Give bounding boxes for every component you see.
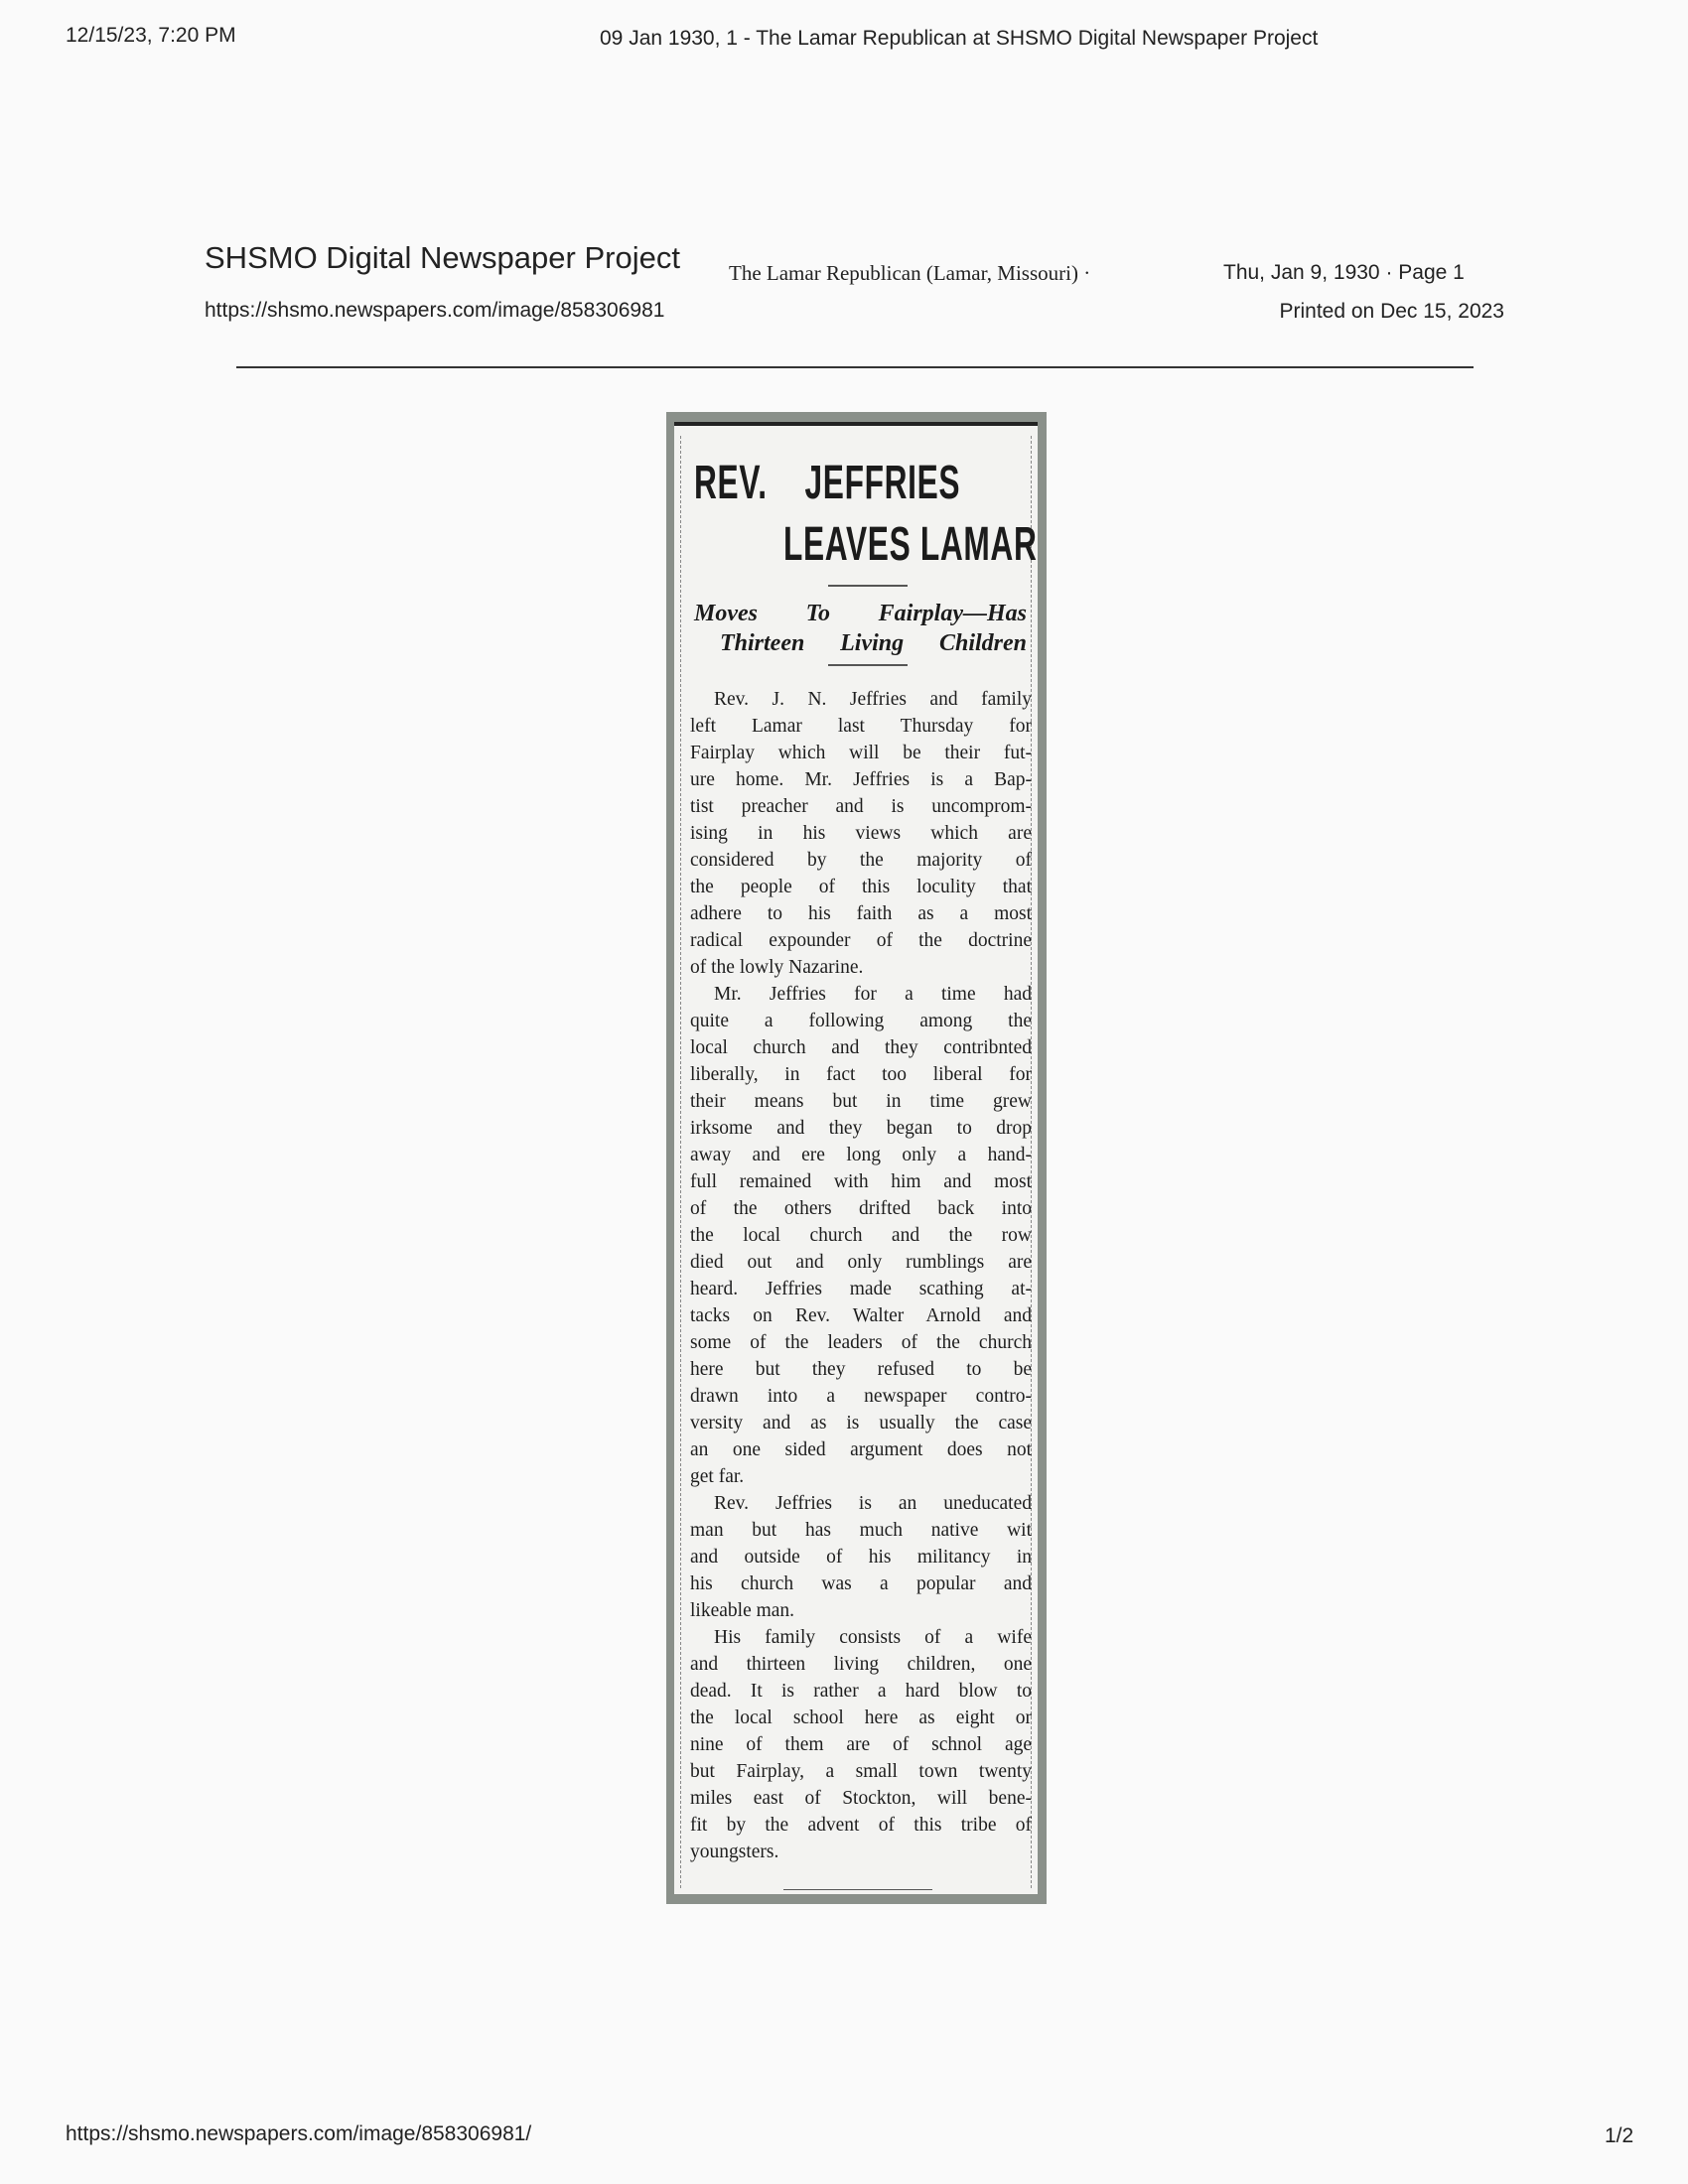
article-line xyxy=(690,1731,1032,1758)
article-line-text: fit by the advent of this tribe of xyxy=(690,1815,1032,1836)
issue-date-page: Thu, Jan 9, 1930 · Page 1 xyxy=(1223,261,1465,284)
article-line xyxy=(690,1758,1032,1785)
printed-on-date: Printed on Dec 15, 2023 xyxy=(1279,300,1504,323)
article-line xyxy=(690,1008,1032,1034)
site-name: SHSMO Digital Newspaper Project xyxy=(205,240,680,275)
article-line xyxy=(690,1597,1032,1624)
article-line-text: full remained with him and most xyxy=(690,1171,1032,1192)
article-line xyxy=(690,1812,1032,1839)
article-line-text: radical expounder of the doctrine xyxy=(690,930,1032,951)
article-line xyxy=(690,1061,1032,1088)
article-line xyxy=(690,847,1032,874)
article-line-text: and outside of his militancy in xyxy=(690,1547,1032,1568)
article-line xyxy=(690,874,1032,900)
article-line-text: considered by the majority of xyxy=(690,850,1032,871)
article-line xyxy=(690,793,1032,820)
article-line-text: some of the leaders of the church xyxy=(690,1332,1032,1353)
article-line-text: tacks on Rev. Walter Arnold and xyxy=(690,1305,1032,1326)
article-line-text: his church was a popular and xyxy=(690,1573,1032,1594)
article-line xyxy=(690,1463,1032,1490)
headline-divider xyxy=(828,585,908,587)
article-line xyxy=(690,1115,1032,1142)
article-line xyxy=(690,1383,1032,1410)
newspaper-info: The Lamar Republican (Lamar, Missouri) · xyxy=(729,261,1091,285)
article-line-text: left Lamar last Thursday for xyxy=(690,716,1032,737)
article-line-text: versity and as is usually the case xyxy=(690,1413,1032,1433)
article-line-text: the local school here as eight or xyxy=(690,1707,1032,1728)
print-page-title: 09 Jan 1930, 1 - The Lamar Republican at SHSMO Digital Newspaper Project xyxy=(600,27,1319,50)
article-line xyxy=(690,1195,1032,1222)
article-line-text: and thirteen living children, one xyxy=(690,1654,1032,1675)
article-line-text: but Fairplay, a small town twenty xyxy=(690,1761,1032,1782)
article-line xyxy=(690,1436,1032,1463)
article-line xyxy=(690,1678,1032,1705)
article-line-text: of the lowly Nazarine. xyxy=(690,957,864,978)
article-line-text: drawn into a newspaper contro- xyxy=(690,1386,1032,1407)
article-line xyxy=(690,686,1032,713)
article-line-text: ising in his views which are xyxy=(690,823,1032,844)
article-line-text: Rev. Jeffries is an uneducated xyxy=(714,1493,1032,1514)
article-line-text: the local church and the row xyxy=(690,1225,1032,1246)
article-line xyxy=(690,1222,1032,1249)
article-line-text: dead. It is rather a hard blow to xyxy=(690,1681,1032,1702)
article-line-text: ure home. Mr. Jeffries is a Bap- xyxy=(690,769,1032,790)
headline-line-2: LEAVES LAMAR xyxy=(783,518,1038,571)
end-divider xyxy=(783,1889,932,1890)
article-line-text: His family consists of a wife xyxy=(714,1627,1032,1648)
article-line xyxy=(690,820,1032,847)
subheadline-line-1: Moves To Fairplay—Has xyxy=(694,601,1027,626)
article-line xyxy=(690,981,1032,1008)
subheadline-divider xyxy=(828,664,908,666)
article-line xyxy=(690,1490,1032,1517)
article-line-text: irksome and they began to drop xyxy=(690,1118,1032,1139)
article-line-text: miles east of Stockton, will bene- xyxy=(690,1788,1032,1809)
image-url-link[interactable]: https://shsmo.newspapers.com/image/858306981 xyxy=(205,299,665,322)
article-line-text: youngsters. xyxy=(690,1842,779,1862)
headline-line-1: REV. JEFFRIES xyxy=(694,457,961,509)
article-line-text: tist preacher and is uncomprom- xyxy=(690,796,1032,817)
article-line xyxy=(690,1329,1032,1356)
article-line xyxy=(690,1570,1032,1597)
footer-url[interactable]: https://shsmo.newspapers.com/image/858306981/ xyxy=(66,2122,532,2145)
article-line xyxy=(690,954,1032,981)
article-line-text: liberally, in fact too liberal for xyxy=(690,1064,1032,1085)
article-line xyxy=(690,740,1032,766)
article-line xyxy=(690,1544,1032,1570)
article-line xyxy=(690,1356,1032,1383)
article-body xyxy=(690,686,1032,1865)
article-line xyxy=(690,1517,1032,1544)
article-line xyxy=(690,1249,1032,1276)
article-line xyxy=(690,1302,1032,1329)
article-line-text: their means but in time grew xyxy=(690,1091,1032,1112)
print-datetime: 12/15/23, 7:20 PM xyxy=(66,24,236,47)
page-count: 1/2 xyxy=(1605,2124,1634,2147)
newspaper-clipping xyxy=(666,412,1047,1904)
article-line-text: nine of them are of schnol age xyxy=(690,1734,1032,1755)
article-line xyxy=(690,1142,1032,1168)
subheadline-line-2: Thirteen Living Children xyxy=(720,630,1027,656)
article-line xyxy=(690,1088,1032,1115)
article-line xyxy=(690,1839,1032,1865)
header-divider xyxy=(236,366,1474,368)
article-line-text: quite a following among the xyxy=(690,1011,1032,1031)
article-line-text: away and ere long only a hand- xyxy=(690,1145,1032,1165)
article-line xyxy=(690,1168,1032,1195)
article-line xyxy=(690,1410,1032,1436)
article-line xyxy=(690,1624,1032,1651)
article-line-text: died out and only rumblings are xyxy=(690,1252,1032,1273)
article-line-text: Fairplay which will be their fut- xyxy=(690,743,1032,763)
article-line xyxy=(690,900,1032,927)
article-line-text: local church and they contribnted xyxy=(690,1037,1032,1058)
article-line-text: Rev. J. N. Jeffries and family xyxy=(714,689,1032,710)
article-line-text: an one sided argument does not xyxy=(690,1439,1032,1460)
article-line xyxy=(690,713,1032,740)
article-line xyxy=(690,927,1032,954)
article-line-text: adhere to his faith as a most xyxy=(690,903,1032,924)
article-line xyxy=(690,1785,1032,1812)
article-line-text: the people of this loculity that xyxy=(690,877,1032,897)
article-line-text: Mr. Jeffries for a time had xyxy=(714,984,1032,1005)
article-line-text: here but they refused to be xyxy=(690,1359,1032,1380)
article-line xyxy=(690,1705,1032,1731)
clipping-paper xyxy=(674,422,1038,1894)
article-line xyxy=(690,1651,1032,1678)
article-line-text: man but has much native wit xyxy=(690,1520,1032,1541)
article-line-text: likeable man. xyxy=(690,1600,795,1621)
article-line-text: of the others drifted back into xyxy=(690,1198,1032,1219)
article-line xyxy=(690,1276,1032,1302)
article-line-text: get far. xyxy=(690,1466,745,1487)
article-line-text: heard. Jeffries made scathing at- xyxy=(690,1279,1032,1299)
article-line xyxy=(690,1034,1032,1061)
article-line xyxy=(690,766,1032,793)
